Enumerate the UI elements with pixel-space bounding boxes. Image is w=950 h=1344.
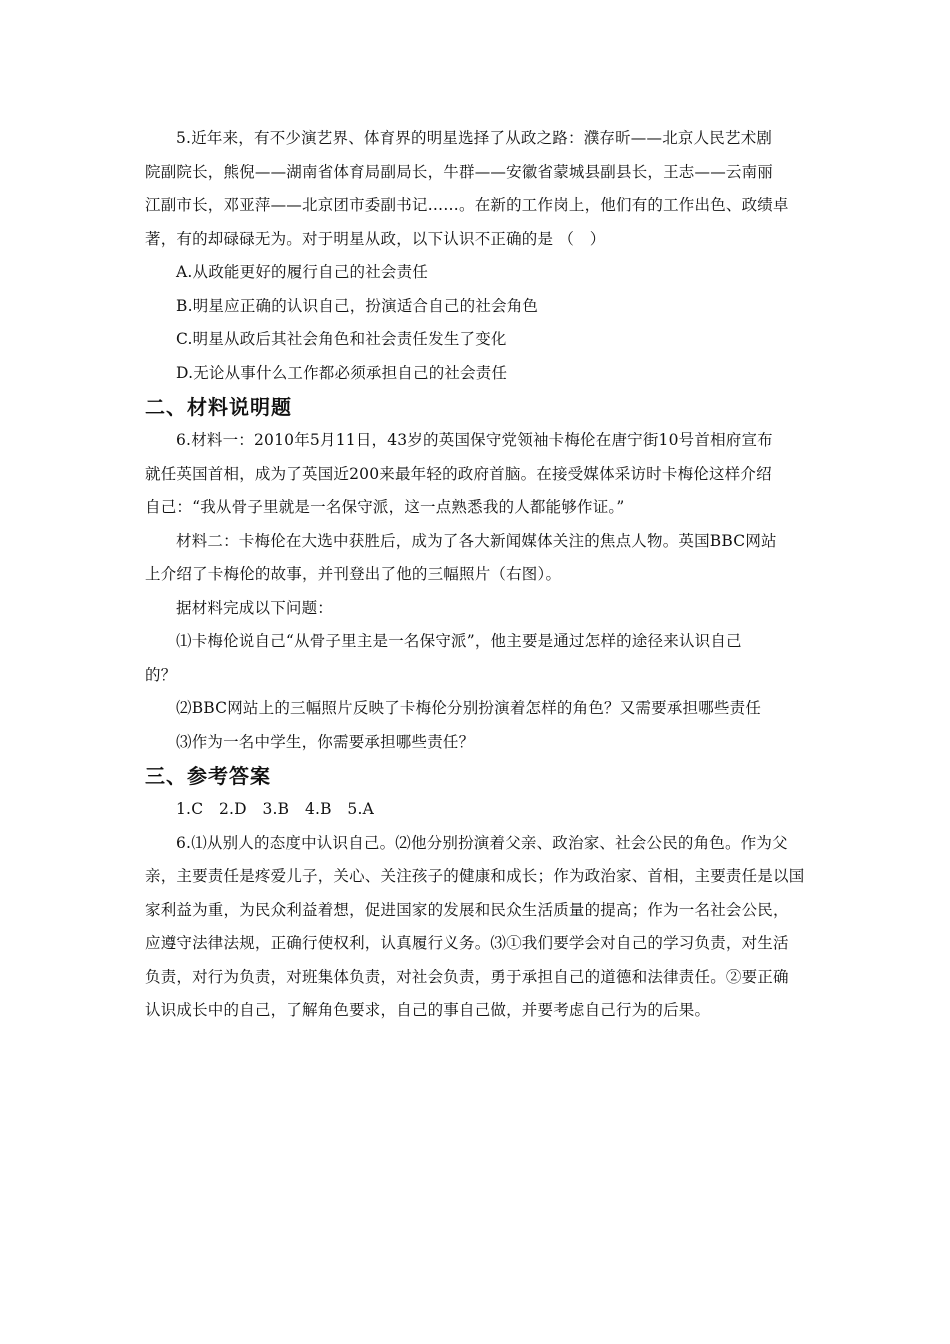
question-6-1-line-2: 的？ [145,665,177,684]
answer-6-line-2: 亲，主要责任是疼爱儿子，关心、关注孩子的健康和成长；作为政治家、首相，主要责任是以国 [145,867,805,885]
question-5-option-d: D.无论从事什么工作都必须承担自己的社会责任 [176,363,508,382]
question-5-option-b: B.明星应正确的认识自己，扮演适合自己的社会角色 [176,296,539,315]
answer-6-line-6: 认识成长中的自己，了解角色要求，自己的事自己做，并要考虑自己行为的后果。 [145,1001,711,1019]
question-6-2: ⑵BBC网站上的三幅照片反映了卡梅伦分别扮演着怎样的角色？又需要承担哪些责任 [176,699,762,717]
section-3-heading: 三、参考答案 [145,764,271,788]
question-6-1-line-1: ⑴卡梅伦说自己“从骨子里主是一名保守派”，他主要是通过怎样的途径来认识自己 [176,632,742,650]
answer-6-line-4: 应遵守法律法规，正确行使权利，认真履行义务。⑶①我们要学会对自己的学习负责，对生活 [145,934,789,952]
material-2-line-1: 材料二：卡梅伦在大选中获胜后，成为了各大新闻媒体关注的焦点人物。英国BBC网站 [176,531,777,550]
material-1-line-3: 自己：“我从骨子里就是一名保守派，这一点熟悉我的人都能够作证。” [145,498,625,516]
question-5-stem-line-3: 江副市长，邓亚萍——北京团市委副书记……。在新的工作岗上，他们有的工作出色、政绩卓 [145,196,789,214]
question-6-prompt: 据材料完成以下问题： [176,598,334,617]
section-2-heading: 二、材料说明题 [145,395,292,419]
question-5 [145,122,810,390]
answer-6-line-1: 6.⑴从别人的态度中认识自己。⑵他分别扮演着父亲、政治家、社会公民的角色。作为父 [176,833,788,852]
answer-6-line-5: 负责，对行为负责，对班集体负责，对社会负责，勇于承担自己的道德和法律责任。②要正确 [145,967,789,986]
question-6 [145,424,810,759]
material-1-line-1: 6.材料一：2010年5月11日，43岁的英国保守党领袖卡梅伦在唐宁街10号首相府宣布 [176,431,773,449]
reference-answers [145,793,810,1028]
answers-choice: 1.C 2.D 3.B 4.B 5.A [176,800,375,818]
question-5-option-c: C.明星从政后其社会角色和社会责任发生了变化 [176,330,507,348]
question-5-stem-line-4: 著，有的却碌碌无为。对于明星从政，以下认识不正确的是 （ ） [145,229,606,248]
question-6-3: ⑶作为一名中学生，你需要承担哪些责任？ [176,732,475,751]
question-5-option-a: A.从政能更好的履行自己的社会责任 [176,263,429,281]
material-1-line-2: 就任英国首相，成为了英国近200来最年轻的政府首脑。在接受媒体采访时卡梅伦这样介绍 [145,464,772,483]
document-content [145,122,810,1028]
material-2-line-2: 上介绍了卡梅伦的故事，并刊登出了他的三幅照片（右图）。 [145,565,562,583]
question-5-stem-line-2: 院副院长，熊倪——湖南省体育局副局长，牛群——安徽省蒙城县副县长，王志——云南丽 [145,162,774,181]
answer-6-line-3: 家利益为重，为民众利益着想，促进国家的发展和民众生活质量的提高；作为一名社会公民， [145,900,789,919]
question-5-stem-line-1: 5.近年来，有不少演艺界、体育界的明星选择了从政之路：濮存昕——北京人民艺术剧 [176,129,773,147]
